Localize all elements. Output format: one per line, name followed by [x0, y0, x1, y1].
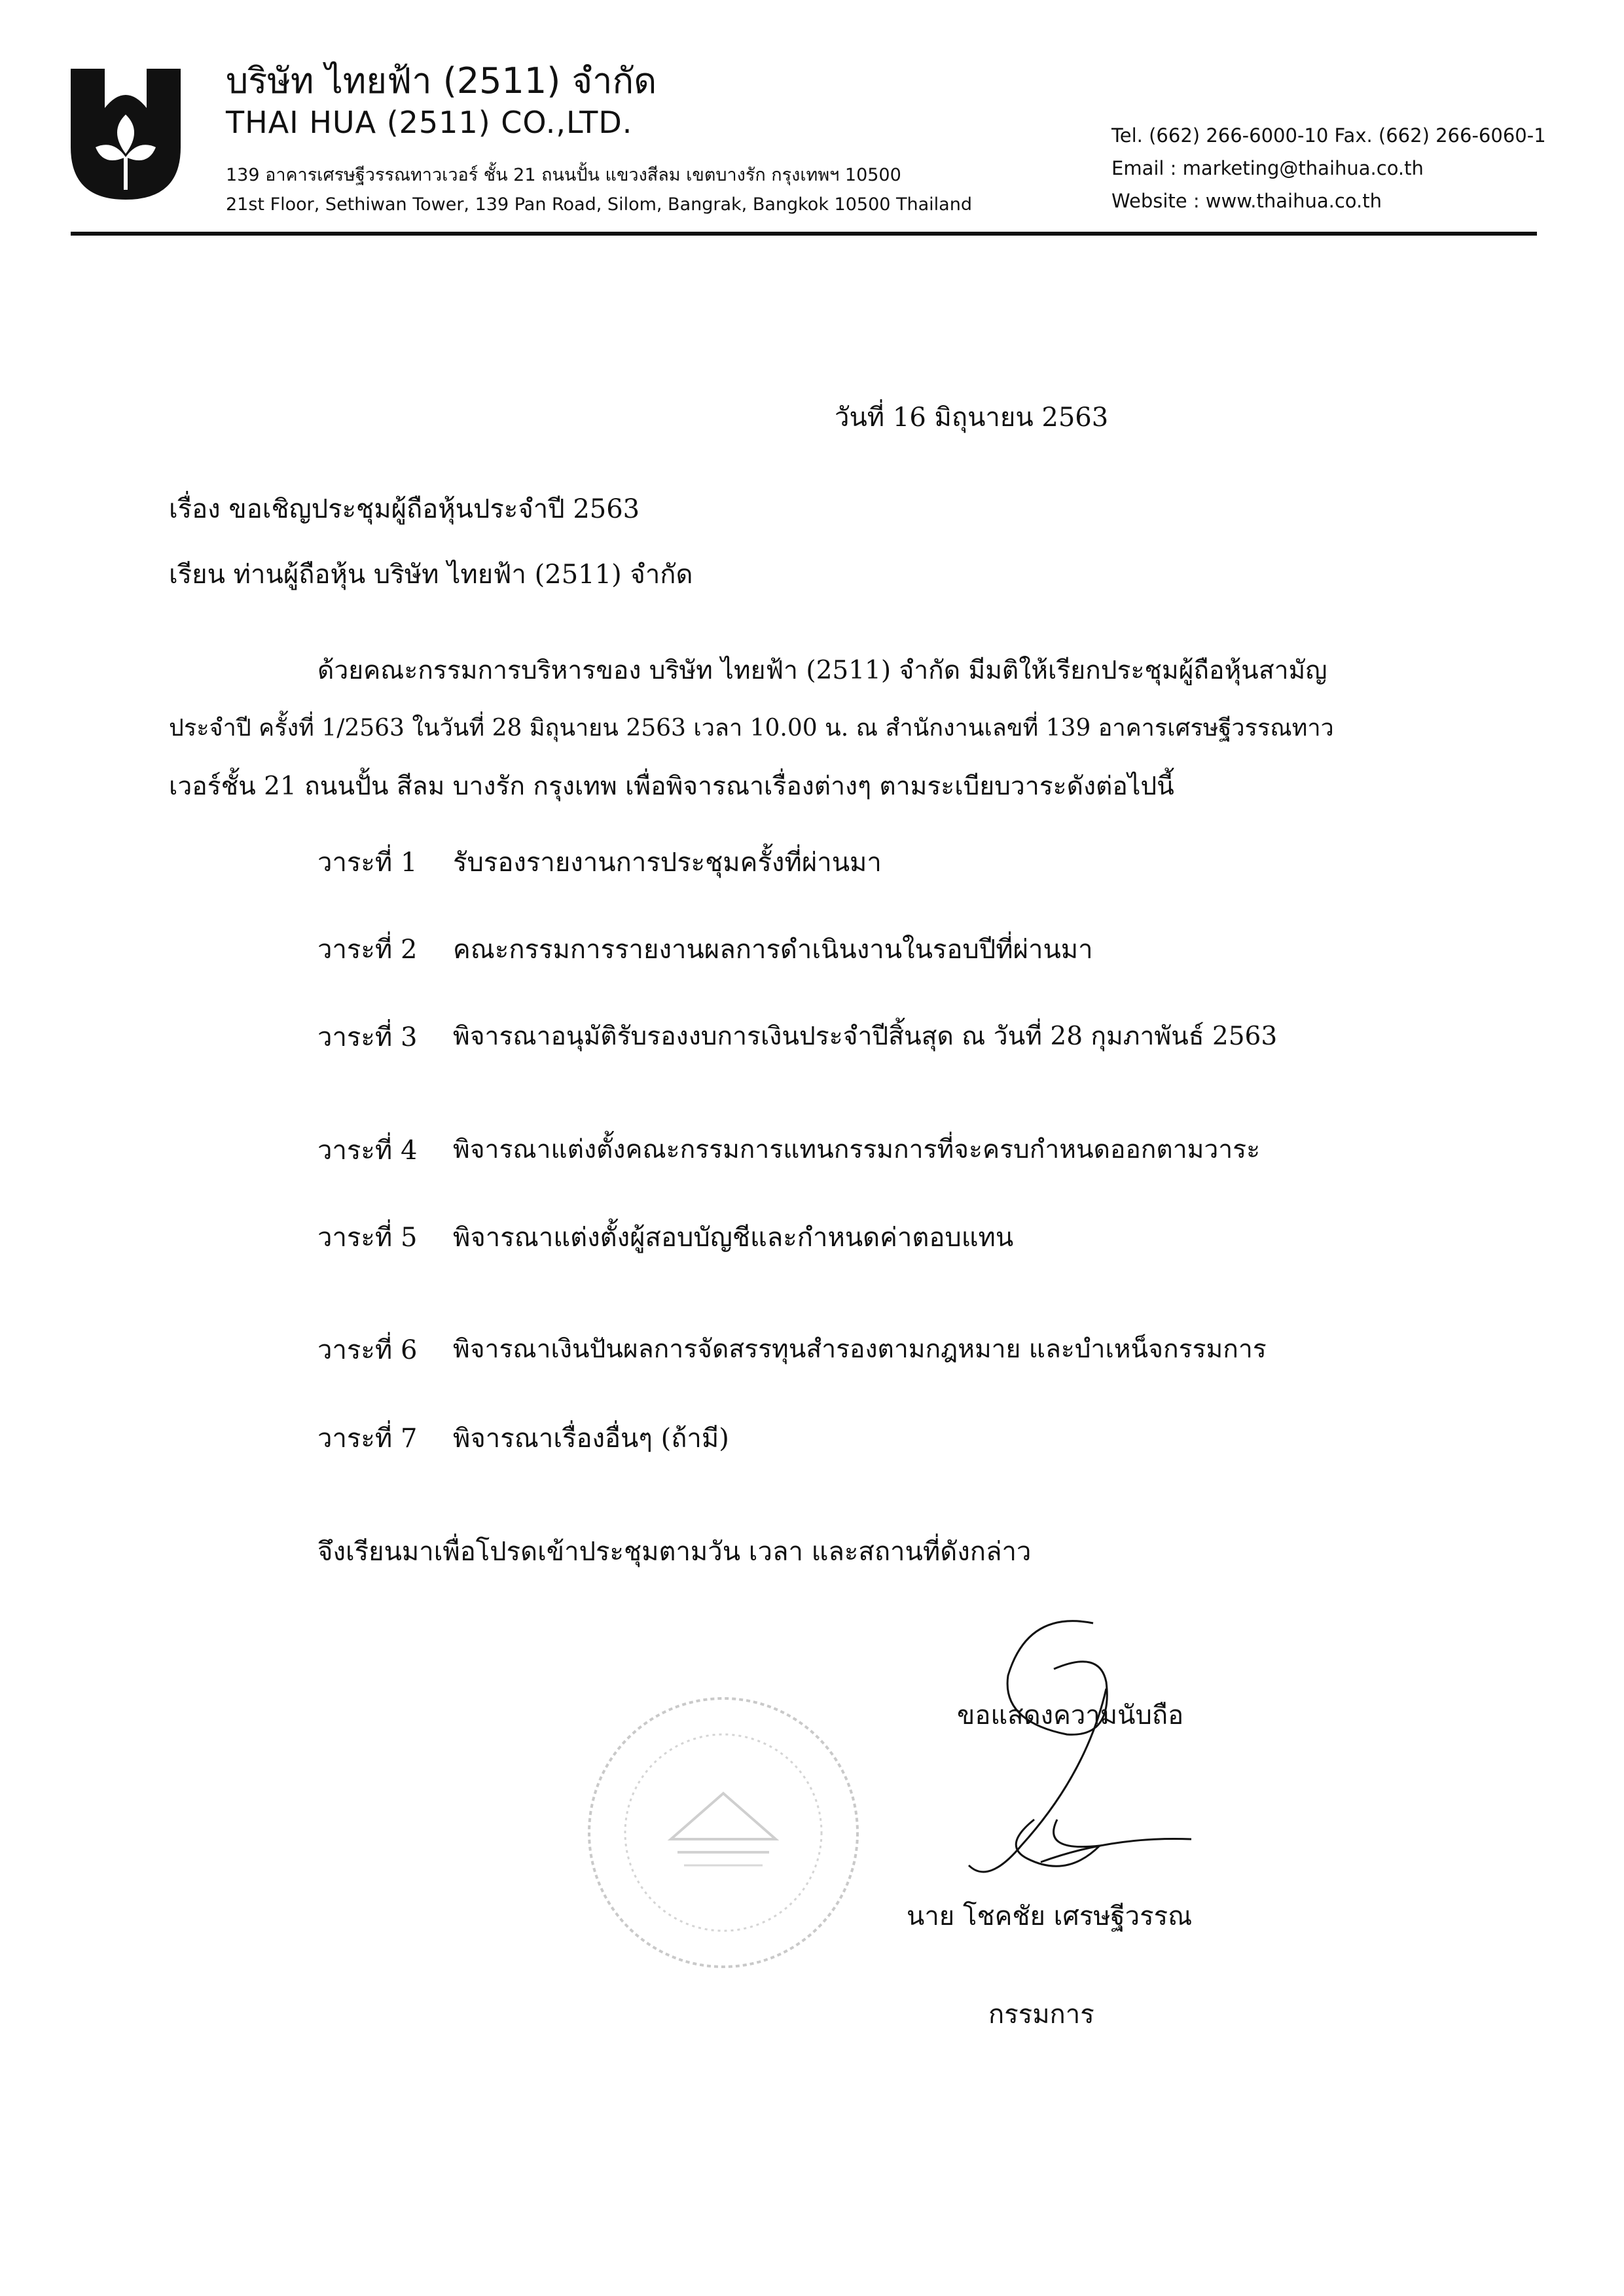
letterhead-divider [71, 232, 1537, 236]
company-name-english: THAI HUA (2511) CO.,LTD. [226, 105, 633, 140]
phone-fax: Tel. (662) 266-6000-10 Fax. (662) 266-6060-1 [1111, 124, 1546, 147]
signatory-name: นาย โชคชัย เศรษฐีวรรณ [907, 1901, 1193, 1931]
body-line-1: ด้วยคณะกรรมการบริหารของ บริษัท ไทยฟ้า (2511) จำกัด มีมติให้เรียกประชุมผู้ถือหุ้นสามัญ [317, 656, 1327, 685]
agenda-text: พิจารณาอนุมัติรับรองงบการเงินประจำปีสิ้นสุด ณ วันที่ 28 กุมภาพันธ์ 2563 [453, 1022, 1278, 1051]
agenda-text: พิจารณาแต่งตั้งคณะกรรมการแทนกรรมการที่จะครบกำหนดออกตามวาระ [453, 1135, 1261, 1164]
agenda-text: พิจารณาแต่งตั้งผู้สอบบัญชีและกำหนดค่าตอบแทน [453, 1223, 1014, 1253]
letter-subject: เรื่อง ขอเชิญประชุมผู้ถือหุ้นประจำปี 2563 [169, 494, 640, 524]
body-line-2: ประจำปี ครั้งที่ 1/2563 ในวันที่ 28 มิถุนายน 2563 เวลา 10.00 น. ณ สำนักงานเลขที่ 139 อาคารเศรษฐีวรรณทาว [169, 715, 1334, 742]
agenda-number: วาระที่ 7 [317, 1424, 418, 1454]
website: Website : www.thaihua.co.th [1111, 190, 1382, 212]
signatory-title: กรรมการ [988, 2000, 1094, 2030]
agenda-number: วาระที่ 6 [317, 1335, 418, 1365]
company-seal-icon [579, 1689, 867, 1977]
company-logo-icon [71, 69, 181, 200]
letter-date: วันที่ 16 มิถุนายน 2563 [835, 403, 1109, 433]
agenda-number: วาระที่ 5 [317, 1223, 418, 1253]
letter-recipient: เรียน ท่านผู้ถือหุ้น บริษัท ไทยฟ้า (2511) จำกัด [169, 560, 693, 590]
body-line-3: เวอร์ชั้น 21 ถนนปั้น สีลม บางรัก กรุงเทพ เพื่อพิจารณาเรื่องต่างๆ ตามระเบียบวาระดังต่อไปนี้ [169, 772, 1174, 801]
agenda-number: วาระที่ 1 [317, 848, 418, 878]
email: Email : marketing@thaihua.co.th [1111, 157, 1424, 179]
agenda-text: รับรองรายงานการประชุมครั้งที่ผ่านมา [453, 848, 882, 878]
agenda-number: วาระที่ 2 [317, 935, 418, 965]
address-thai: 139 อาคารเศรษฐีวรรณทาวเวอร์ ชั้น 21 ถนนปั้น แขวงสีลม เขตบางรัก กรุงเทพฯ 10500 [226, 165, 901, 185]
closing-sentence: จึงเรียนมาเพื่อโปรดเข้าประชุมตามวัน เวลา และสถานที่ดังกล่าว [317, 1537, 1032, 1567]
handwritten-signature [943, 1571, 1204, 1937]
agenda-text: พิจารณาเงินปันผลการจัดสรรทุนสำรองตามกฎหมาย และบำเหน็จกรรมการ [453, 1335, 1267, 1364]
agenda-number: วาระที่ 4 [317, 1136, 418, 1166]
agenda-text: คณะกรรมการรายงานผลการดำเนินงานในรอบปีที่ผ่านมา [453, 935, 1093, 965]
regards-text: ขอแสดงความนับถือ [957, 1700, 1184, 1731]
address-english: 21st Floor, Sethiwan Tower, 139 Pan Road, Silom, Bangrak, Bangkok 10500 Thailand [226, 194, 972, 215]
agenda-number: วาระที่ 3 [317, 1022, 418, 1052]
company-name-thai: บริษัท ไทยฟ้า (2511) จำกัด [226, 60, 657, 101]
agenda-text: พิจารณาเรื่องอื่นๆ (ถ้ามี) [453, 1424, 729, 1454]
